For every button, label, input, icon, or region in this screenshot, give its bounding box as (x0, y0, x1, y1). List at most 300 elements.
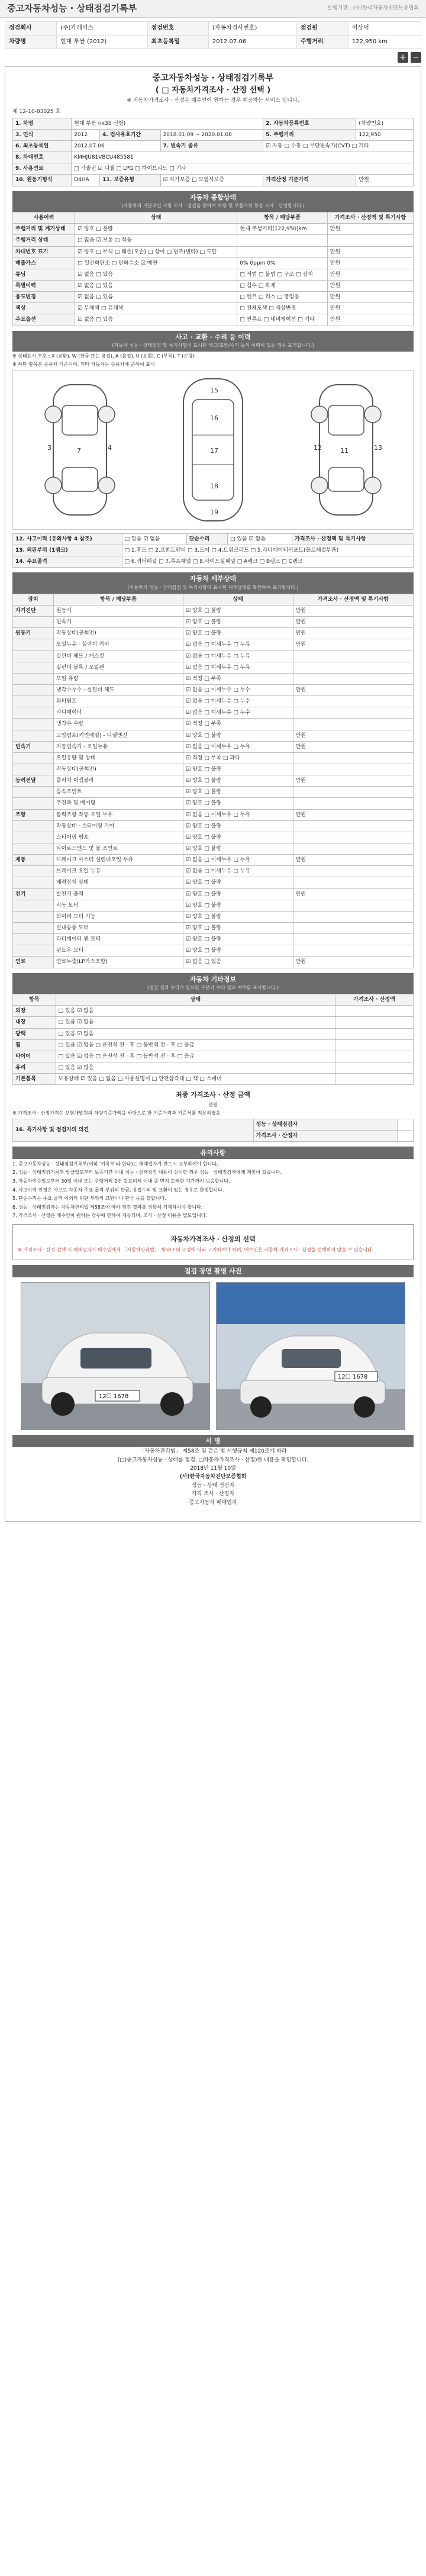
row-cell: ☑ 적정 □ 부족 □ 과다 (183, 752, 293, 764)
row-cell: 만원 (293, 775, 413, 787)
table-row (13, 617, 414, 628)
row-label (13, 945, 54, 957)
field-value: 2012.07.06 (72, 141, 160, 152)
table-row (13, 730, 414, 741)
row-cell (237, 235, 327, 246)
table-row (13, 945, 414, 957)
row-label (13, 866, 54, 877)
row-label (13, 922, 54, 933)
row-cell (335, 1074, 414, 1085)
row-label: 주행거리 상태 (13, 235, 75, 246)
column-header: 상태 (56, 994, 335, 1006)
row-cell: 실린더 헤드 / 개스킷 (53, 651, 183, 662)
row-cell (293, 662, 413, 673)
panel-number: 18 (209, 482, 218, 490)
row-cell: 만원 (293, 617, 413, 628)
field-label: 5. 주행거리 (263, 129, 356, 140)
row-cell: 오일누유 · 실린더 커버 (53, 639, 183, 651)
zoom-out-button[interactable]: − (411, 52, 421, 63)
row-cell: 현재 주행거리(122,950)km (237, 224, 327, 235)
inspection-record (5, 66, 421, 1522)
row-cell: ☑ 양호 □ 불량 (183, 888, 293, 900)
zoom-tools (0, 52, 426, 66)
row-cell: 실내송풍 모터 (53, 922, 183, 933)
final-price-value: 만원 (208, 1102, 218, 1108)
row-cell (293, 673, 413, 684)
record-title: 중고자동차성능 · 상태점검기록부 (152, 73, 274, 83)
field-label: 가격산정 기준가격 (263, 175, 356, 186)
field-value: □ 있음 ☑ 없음 (228, 533, 292, 545)
table-row (13, 798, 414, 809)
row-cell: 오일유량 및 상태 (53, 752, 183, 764)
row-cell: ☑ 양호 □ 불량 (183, 730, 293, 741)
row-label: 타이어 (13, 1051, 56, 1062)
row-cell: □ 렌트 □ 리스 □ 영업용 (237, 292, 327, 303)
row-label: 튜닝 (13, 269, 75, 280)
table-row (13, 741, 414, 752)
row-cell: 오일 유량 (53, 673, 183, 684)
row-cell: ☑ 무채색 □ 유채색 (75, 303, 237, 314)
row-cell: ☑ 양호 □ 불량 (183, 787, 293, 798)
table-row (13, 224, 414, 235)
row-cell: 냉각수 수량 (53, 719, 183, 730)
row-cell (293, 934, 413, 945)
field-label: 8. 차대번호 (13, 152, 72, 163)
row-label (13, 662, 54, 673)
signer-role: 중고자동차 매매업자 (189, 1499, 237, 1506)
field-value: (차량번호) (356, 118, 414, 129)
caution-item: 1. 중고자동차성능 · 상태점검기록부(이하 '기록부'라 한다)는 매매업자가 반드시 교부하여야 합니다. (12, 1161, 218, 1167)
row-cell: 만원 (327, 292, 413, 303)
page-header (0, 0, 426, 18)
row-cell: □ 많음 ☑ 보통 □ 적음 (75, 235, 237, 246)
overall-status-table (12, 212, 414, 326)
row-cell: ☑ 없음 □ 미세누수 □ 누수 (183, 696, 293, 707)
row-cell: ☑ 양호 □ 불량 (183, 900, 293, 911)
table-row (13, 957, 414, 968)
signer-role: 가격 조사 · 산정자 (191, 1491, 235, 1498)
legend-note: ※ 상태표시 부호 : X (교환), W (판금 또는 용접), A (흠집), U (요철), C (부식), T (손상) (12, 353, 195, 359)
info-value: (자동차검사번호) (208, 22, 296, 36)
row-cell: 만원 (293, 639, 413, 651)
row-cell: 만원 (327, 303, 413, 314)
row-cell: 만원 (293, 685, 413, 696)
table-row (13, 719, 414, 730)
table-row (13, 866, 414, 877)
row-cell: ☑ 없음 □ 미세누유 □ 누유 (183, 741, 293, 752)
panel-number: 7 (77, 446, 82, 455)
basic-info-table (12, 118, 414, 186)
row-cell: ☑ 양호 □ 불량 (183, 945, 293, 957)
field-label: 성능 · 상태점검자 (253, 1119, 397, 1130)
caution-item: 5. 단순수리는 주요 골격 이외의 외판 부위의 교환이나 판금 등을 말합니다. (12, 1196, 166, 1202)
section-title: 자동차 종합상태 (12, 191, 414, 204)
info-label: 점검번호 (147, 22, 208, 36)
page-title: 중고자동차성능 · 상태점검기록부 (7, 3, 137, 14)
field-value: 122,950 (356, 129, 414, 140)
row-cell (293, 922, 413, 933)
inspection-photos (12, 1282, 414, 1430)
row-label: 특별이력 (13, 281, 75, 292)
zoom-in-button[interactable]: + (398, 52, 408, 63)
row-label: 광택 (13, 1028, 56, 1039)
row-cell: ☑ 없음 □ 미세누수 □ 누수 (183, 707, 293, 719)
info-value: 122,950 km (348, 35, 421, 49)
panel-number: 3 (47, 443, 52, 452)
table-row (13, 787, 414, 798)
row-label: 기본품목 (13, 1074, 56, 1085)
row-cell: 타이로드엔드 및 볼 조인트 (53, 843, 183, 855)
row-cell: ☑ 양호 □ 불량 (183, 922, 293, 933)
section-subtitle: (점검 결과 수리가 필요한 부분과 수리 필요 여부를 표시합니다.) (12, 985, 414, 994)
row-cell (293, 752, 413, 764)
row-label: 자기진단 (13, 606, 54, 617)
consent-text: ※ 가격조사 · 산정 선택 시 매매업자가 매수인에게 「자동차관리법」 제58조의 규정에 따라 고지하여야 하며, 매수인은 자동차 가격조사 · 산정을 선택하지 않을 수 있습니다. (18, 1247, 374, 1252)
field-value: 2018.01.09 ~ 2020.01.08 (160, 129, 263, 140)
row-label (13, 934, 54, 945)
info-label: 최초등록일 (147, 35, 208, 49)
row-cell: 브레이크 마스터 실린더오일 누유 (53, 855, 183, 866)
row-cell: 추진축 및 베어링 (53, 798, 183, 809)
row-cell: 만원 (293, 730, 413, 741)
row-cell: 브레이크 오일 누유 (53, 866, 183, 877)
caution-item: 4. 사고이력 인정은 사고로 자동차 주요 골격 부위의 판금, 용접수리 및 교환이 있는 경우로 한정합니다. (12, 1187, 224, 1193)
row-label: 변속기 (13, 741, 54, 752)
row-label (13, 843, 54, 855)
row-cell: 만원 (327, 257, 413, 269)
row-label: 주행거리 및 계기상태 (13, 224, 75, 235)
row-cell: 만원 (293, 606, 413, 617)
row-cell: ☑ 없음 □ 있음 (75, 292, 237, 303)
field-label: 단순수리 (186, 533, 227, 545)
car-top-diagram (163, 376, 263, 524)
row-label (13, 820, 54, 832)
row-cell: ☑ 양호 □ 불량 (183, 843, 293, 855)
info-label: 점검원 (296, 22, 348, 36)
field-value (397, 1130, 414, 1141)
row-label (13, 900, 54, 911)
table-row (13, 707, 414, 719)
panel-number: 19 (209, 508, 218, 516)
row-cell: □ 있음 ☑ 없음 (56, 1006, 335, 1017)
table-row (13, 843, 414, 855)
row-label (13, 696, 54, 707)
table-row (13, 269, 414, 280)
remarks-table (12, 1119, 414, 1142)
section-title: 자동차 기타정보 (12, 973, 414, 986)
caution-item: 2. 성능 · 상태점검기록부 발급일로부터 보증기간 이내 성능 · 상태점검 내용이 상이한 경우 성능 · 상태점검자에게 책임이 있습니다. (12, 1170, 282, 1176)
row-label: 전기 (13, 888, 54, 900)
row-cell (293, 787, 413, 798)
row-cell: ☑ 없음 □ 있음 (75, 281, 237, 292)
row-cell: 냉각수누수 · 실린더 헤드 (53, 685, 183, 696)
field-value: D4HA (72, 175, 100, 186)
row-cell: 만원 (327, 314, 413, 326)
sign-org: (사)한국자동차진단보증협회 (179, 1474, 247, 1480)
row-cell: 만원 (327, 281, 413, 292)
info-value: (주)카레이스 (56, 22, 147, 36)
column-header: 장치 (13, 594, 54, 605)
table-row (13, 911, 414, 922)
license-plate-front: 12☐ 1678 (99, 1393, 129, 1400)
row-cell (293, 911, 413, 922)
row-label (13, 730, 54, 741)
row-cell: 0% 0ppm 0% (237, 257, 327, 269)
row-cell: ☑ 양호 □ 불량 (183, 606, 293, 617)
table-row (13, 775, 414, 787)
table-row (13, 855, 414, 866)
row-cell: 와이퍼 모터 기능 (53, 911, 183, 922)
issuer-text: 발행기관 : (사)한국자동차진단보증협회 (327, 5, 419, 12)
row-cell: 작동상태 · 스티어링 기어 (53, 820, 183, 832)
row-cell: 등속조인트 (53, 787, 183, 798)
row-cell: ☑ 적정 □ 부족 (183, 719, 293, 730)
row-cell: □ 적법 □ 불법 □ 구조 □ 장치 (237, 269, 327, 280)
row-cell: □ 있음 ☑ 없음 □ 운전석 전 · 후 □ 동반석 전 · 후 □ 응급 (56, 1051, 335, 1062)
table-row (13, 764, 414, 775)
table-row (13, 303, 414, 314)
row-cell: □ 전체도색 □ 색상변경 (237, 303, 327, 314)
table-row (13, 606, 414, 617)
row-label (13, 798, 54, 809)
row-cell (293, 843, 413, 855)
row-cell (293, 719, 413, 730)
license-plate-rear: 12☐ 1678 (338, 1374, 368, 1381)
panel-number: 13 (373, 443, 382, 452)
row-cell (293, 696, 413, 707)
row-cell: 시동 모터 (53, 900, 183, 911)
row-label: 연료 (13, 957, 54, 968)
field-value: □ 있음 ☑ 없음 (122, 533, 186, 545)
column-header: 항목 / 해당부품 (53, 594, 183, 605)
accident-table (12, 533, 414, 568)
row-cell: ☑ 없음 □ 있음 (75, 314, 237, 326)
field-value: KMHJU81VBCU485581 (72, 152, 414, 163)
row-cell: ☑ 적정 □ 부족 (183, 673, 293, 684)
section-title: 사고 · 교환 · 수리 등 이력 (12, 331, 414, 343)
table-row (13, 832, 414, 843)
row-cell: □ 있음 ☑ 없음 (56, 1017, 335, 1028)
row-cell: 자동변속기 - 오일누유 (53, 741, 183, 752)
row-cell: ☑ 양호 □ 불량 (183, 764, 293, 775)
row-cell: 원동기 (53, 606, 183, 617)
row-cell: □ 있음 ☑ 없음 (56, 1062, 335, 1074)
field-label: 10. 원동기형식 (13, 175, 72, 186)
row-cell: 만원 (293, 855, 413, 866)
row-label (13, 685, 54, 696)
final-price-note: ※ 가격조사 · 산정가격은 보험개발원의 차량기준가액을 바탕으로 한 기준가격과 기준서를 적용하였음 (12, 1110, 221, 1116)
row-cell: ☑ 없음 □ 미세누수 □ 누수 (183, 685, 293, 696)
row-cell (335, 1062, 414, 1074)
field-label: 1. 차명 (13, 118, 72, 129)
table-row (13, 1062, 414, 1074)
record-number: 제 12-10-03025 호 (12, 108, 61, 115)
row-cell: ☑ 양호 □ 불량 (75, 224, 237, 235)
row-cell: 만원 (293, 888, 413, 900)
row-cell (327, 235, 413, 246)
row-cell: 라디에이터 팬 모터 (53, 934, 183, 945)
table-row (13, 900, 414, 911)
row-cell (293, 866, 413, 877)
final-price-label: 최종 가격조사 · 산정 금액 (176, 1091, 250, 1099)
field-value: 2012 (72, 129, 100, 140)
table-row (13, 922, 414, 933)
detail-status-table (12, 594, 414, 968)
row-cell: ☑ 없음 □ 미세누유 □ 누유 (183, 651, 293, 662)
row-cell (293, 820, 413, 832)
table-row (13, 235, 414, 246)
column-header: 항목 / 해당부품 (237, 212, 327, 224)
info-label: 점검회사 (5, 22, 57, 36)
row-cell: ☑ 양호 □ 불량 (183, 877, 293, 888)
table-row (13, 809, 414, 820)
caution-list (12, 1161, 414, 1219)
row-cell: 보유상태 ☑ 있음 □ 없음 □ 사용설명서 □ 안전삼각대 □ 잭 □ 스패너 (56, 1074, 335, 1085)
row-cell: ☑ 없음 □ 미세누유 □ 누유 (183, 855, 293, 866)
row-cell: □ 있음 ☑ 없음 □ 운전석 전 · 후 □ 동반석 전 · 후 □ 응급 (56, 1039, 335, 1051)
row-cell: □ 있음 ☑ 없음 (56, 1028, 335, 1039)
row-label: 내장 (13, 1017, 56, 1028)
row-cell: 워터펌프 (53, 696, 183, 707)
row-cell: 발전기 출력 (53, 888, 183, 900)
table-row (13, 820, 414, 832)
panel-number: 16 (209, 414, 218, 422)
field-label: 4. 검사유효기간 (100, 129, 160, 140)
field-label: 16. 특기사항 및 점검자의 의견 (13, 1119, 254, 1141)
table-row (13, 1017, 414, 1028)
row-cell (293, 900, 413, 911)
field-value: □ 1.후드 □ 2.프론트펜더 □ 3.도어 □ 4.트렁크리드 □ 5.라디에이터서포트(볼트체결부품) (122, 545, 413, 556)
field-value (397, 1119, 414, 1130)
vehicle-diagrams (12, 370, 414, 530)
info-value: 이상덕 (348, 22, 421, 36)
row-cell: ☑ 양호 □ 불량 (183, 820, 293, 832)
section-subtitle: (자동차의 기본적인 사항 조사 · 점검을 통하여 차량 및 부품가치 등을 조사 · 산정합니다.) (12, 203, 414, 212)
section-title: 유의사항 (12, 1147, 414, 1159)
sign-statement: (□)중고자동차성능 · 상태를 점검, □자동차가격조사 · 산정)한 내용을 확인합니다. (117, 1457, 309, 1463)
row-cell: 만원 (327, 246, 413, 257)
field-value: □ 가솔린 ☑ 디젤 □ LPG □ 하이브리드 □ 기타 (72, 163, 414, 175)
row-cell (293, 798, 413, 809)
row-label: 유리 (13, 1062, 56, 1074)
consent-title: 자동차가격조사 · 산정의 선택 (170, 1235, 256, 1244)
table-row (13, 639, 414, 651)
panel-number: 17 (209, 446, 218, 455)
table-row (13, 292, 414, 303)
row-cell (335, 1028, 414, 1039)
field-value: ☑ 자동 □ 수동 □ 무단변속기(CVT) □ 기타 (263, 141, 414, 152)
table-row (13, 888, 414, 900)
row-cell: ☑ 없음 □ 미세누유 □ 누유 (183, 639, 293, 651)
caution-item: 7. 가격조사 · 산정은 매수인이 원하는 경우에 한하여 제공되며, 조사 · 산정 비용은 별도입니다. (12, 1213, 208, 1219)
row-cell (293, 832, 413, 843)
caution-item: 3. 자동차인수일로부터 30일 이내 또는 주행거리 2천 킬로미터 이내 중 먼저 도래한 기간까지 보증합니다. (12, 1178, 230, 1184)
row-cell: 동력조향 작동 오일 누유 (53, 809, 183, 820)
signature-block (12, 1447, 414, 1507)
row-cell (335, 1051, 414, 1062)
row-cell (335, 1039, 414, 1051)
panel-number: 4 (108, 443, 112, 452)
panel-number: 15 (209, 386, 218, 394)
row-cell: 만원 (293, 741, 413, 752)
sign-statement: 「자동차관리법」 제58조 및 같은 법 시행규칙 제120조에 따라 (139, 1448, 287, 1455)
field-label: 가격조사 · 산정자 (253, 1130, 397, 1141)
row-cell: 작동상태(공회전) (53, 764, 183, 775)
field-label: 7. 변속기 종류 (160, 141, 263, 152)
field-value: □ 6.쿼터패널 □ 7.루프패널 □ 8.사이드실패널 □ A랭크 □ B랭크 □ C랭크 (122, 556, 413, 568)
row-label (13, 877, 54, 888)
row-cell: ☑ 양호 □ 불량 (183, 628, 293, 639)
caution-item: 6. 성능 · 상태점검자는 자동차관리법 제58조에 따라 점검 결과를 정확히 기재하여야 합니다. (12, 1204, 203, 1210)
row-cell: ☑ 양호 □ 불량 (183, 832, 293, 843)
car-side-right-diagram (302, 379, 390, 521)
row-cell: ☑ 양호 □ 불량 (183, 934, 293, 945)
row-cell: □ 일산화탄소 □ 탄화수소 ☑ 매연 (75, 257, 237, 269)
row-label: 주요옵션 (13, 314, 75, 326)
row-cell: ☑ 없음 □ 미세누유 □ 누유 (183, 662, 293, 673)
row-cell: □ 썬루프 □ 네비게이션 □ 기타 (237, 314, 327, 326)
row-cell (293, 945, 413, 957)
sign-date: 2018년 11월 10일 (190, 1465, 236, 1471)
table-row (13, 314, 414, 326)
section-title: 자동차 세부상태 (12, 572, 414, 585)
row-cell: 만원 (293, 957, 413, 968)
row-cell: ☑ 없음 □ 미세누유 □ 누유 (183, 809, 293, 820)
row-cell: 만원 (293, 628, 413, 639)
signer-role: 성능 · 상태 점검자 (191, 1482, 235, 1489)
row-cell: 라디에이터 (53, 707, 183, 719)
row-label (13, 832, 54, 843)
record-subtitle: ( □ 자동차가격조사 · 산정 선택 ) (155, 85, 271, 95)
row-cell (293, 764, 413, 775)
row-cell (293, 877, 413, 888)
table-row (13, 651, 414, 662)
row-label (13, 787, 54, 798)
field-label: 3. 연식 (13, 129, 72, 140)
repair-table (12, 994, 414, 1085)
row-cell (335, 1017, 414, 1028)
column-header: 사용이력 (13, 212, 75, 224)
row-cell: ☑ 양호 □ 불량 (183, 911, 293, 922)
field-label: 6. 최초등록일 (13, 141, 72, 152)
row-cell: ☑ 양호 □ 불량 (183, 775, 293, 787)
row-cell: ☑ 양호 □ 부식 □ 훼손(오손) □ 상이 □ 변조(변타) □ 도말 (75, 246, 237, 257)
field-label: 13. 외판부위 (1랭크) (13, 545, 122, 556)
row-label: 외장 (13, 1006, 56, 1017)
row-cell: 고압펌프(커먼레일) - 디젤엔진 (53, 730, 183, 741)
row-cell (293, 707, 413, 719)
legend-note: ※ 하단 항목은 승용차 기준이며, 기타 자동차는 승용차에 준하여 표시 (12, 362, 155, 368)
row-label (13, 719, 54, 730)
car-side-left-diagram (36, 379, 124, 521)
row-label (13, 911, 54, 922)
row-cell: ☑ 양호 □ 불량 (183, 798, 293, 809)
info-label: 차량명 (5, 35, 57, 49)
panel-number: 11 (340, 446, 348, 455)
column-header: 가격조사 · 산정액 및 특기사항 (293, 594, 413, 605)
consent-box (12, 1224, 414, 1260)
row-label: 차대번호 표기 (13, 246, 75, 257)
info-value: 현대 투싼 (2012) (56, 35, 147, 49)
row-cell: □ 침수 □ 화재 (237, 281, 327, 292)
column-header: 항목 (13, 994, 56, 1006)
table-row (13, 877, 414, 888)
row-label: 조향 (13, 809, 54, 820)
table-row (13, 1039, 414, 1051)
table-row (13, 662, 414, 673)
info-value: 2012.07.06 (208, 35, 296, 49)
column-header: 상태 (75, 212, 237, 224)
